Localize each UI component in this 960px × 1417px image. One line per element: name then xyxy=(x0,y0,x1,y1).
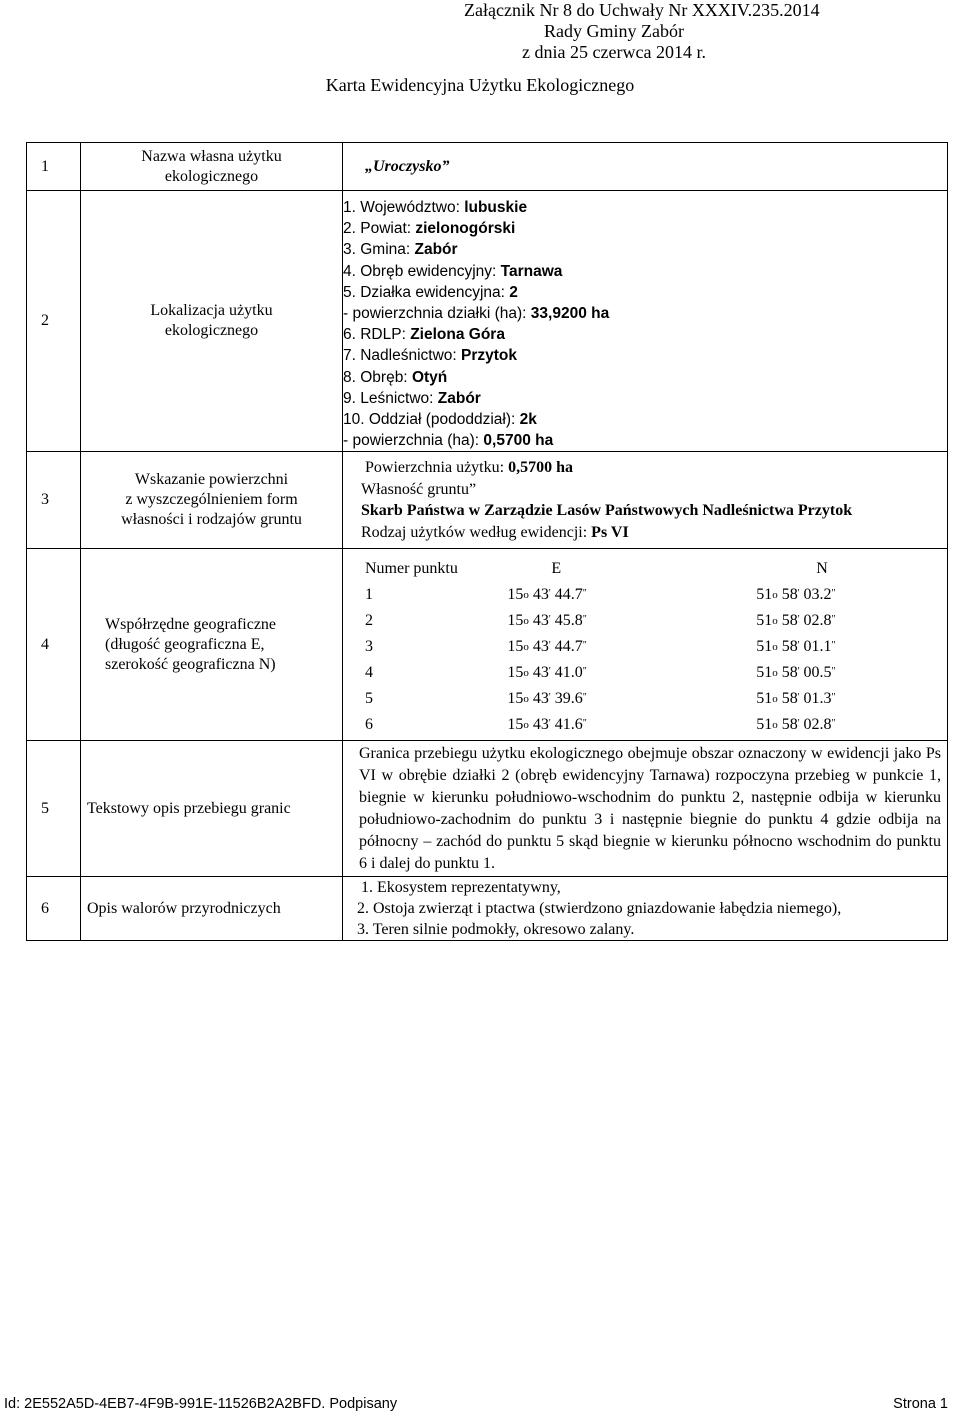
location-item: 2. Powiat: zielonogórski xyxy=(343,220,516,238)
location-item: 7. Nadleśnictwo: Przytok xyxy=(343,347,518,365)
row-label: własności i rodzajów gruntu xyxy=(121,511,302,529)
row-label: Opis walorów przyrodniczych xyxy=(87,899,281,917)
location-item: 3. Gmina: Zabór xyxy=(343,241,458,259)
coordinates-header xyxy=(365,556,947,582)
location-item: 10. Oddział (pododdział): 2k xyxy=(343,411,537,429)
location-item: 6. RDLP: Zielona Góra xyxy=(343,326,505,344)
row-number: 5 xyxy=(41,799,49,817)
location-item: 4. Obręb ewidencyjny: Tarnawa xyxy=(343,262,563,280)
table-row xyxy=(27,191,948,452)
value-item: 1. Ekosystem reprezentatywny, xyxy=(361,879,561,897)
natural-values xyxy=(343,877,948,941)
row-number: 4 xyxy=(41,635,49,653)
location-item: - powierzchnia działki (ha): 33,9200 ha xyxy=(343,305,610,323)
location-item: 9. Leśnictwo: Zabór xyxy=(343,389,481,407)
header-line-1: Załącznik Nr 8 do Uchwały Nr XXXIV.235.2014 xyxy=(464,0,820,20)
page-number: Strona 1 xyxy=(893,1396,948,1412)
value-item: 3. Teren silnie podmokły, okresowo zalany. xyxy=(357,921,635,939)
boundary-description: Granica przebiegu użytku ekologicznego obejmuje obszar oznaczony w ewidencji jako Ps VI w obrębie działki 2 (obręb ewidencyjny Tarnawa) rozpoczyna przebieg w punkcie 1, biegnie w kierunku południowo-wschodnim do punktu 2, następnie odbija w kierunku południowo-zachodnim do punktu 3 i następnie biegnie do punktu 4 gdzie odbija na północny – zachód do punktu 5 skąd biegnie w kierunku północno wschodnim do punktu 6 i dalej do punktu 1. xyxy=(343,741,948,877)
location-item: 1. Województwo: lubuskie xyxy=(343,199,528,216)
row-label: (długość geograficzna E, xyxy=(105,635,265,653)
document-id: Id: 2E552A5D-4EB7-4F9B-991E-11526B2A2BFD. Podpisany xyxy=(4,1396,398,1412)
row-label: Lokalizacja użytku xyxy=(150,302,273,320)
ownership-line: Własność gruntu” xyxy=(361,480,477,498)
coordinate-row: 6 $15_o$ 43' 41.6" $51_o$ 58' 02.8" xyxy=(365,715,836,733)
document-title: Karta Ewidencyjna Użytku Ekologicznego xyxy=(325,75,635,95)
column-header: Numer punktu xyxy=(365,559,458,577)
header-line-2: Rady Gminy Zabór xyxy=(544,21,684,41)
location-item: 5. Działka ewidencyjna: 2 xyxy=(343,283,518,301)
land-type-line: Rodzaj użytków według ewidencji: Ps VI xyxy=(361,523,629,541)
location-list xyxy=(343,191,948,452)
coordinate-row: 5 $15_o$ 43' 39.6" $51_o$ 58' 01.3" xyxy=(365,689,836,707)
table-row xyxy=(27,452,948,549)
ownership-value: Skarb Państwa w Zarządzie Lasów Państwowych Nadleśnictwa Przytok xyxy=(361,502,853,520)
row-label: szerokość geograficzna N) xyxy=(105,655,276,673)
value-item: 2. Ostoja zwierząt i ptactwa (stwierdzono gniazdowanie łabędzia niemego), xyxy=(357,900,842,918)
table-row xyxy=(27,741,948,877)
row-number: 1 xyxy=(41,157,49,175)
table-row xyxy=(27,143,948,191)
row-number: 3 xyxy=(41,491,49,509)
area-line: Powierzchnia użytku: 0,5700 ha xyxy=(365,459,573,477)
row-label: ekologicznego xyxy=(164,322,259,340)
coordinate-row: 2 $15_o$ 43' 45.8" $51_o$ 58' 02.8" xyxy=(365,611,836,629)
row-label: Tekstowy opis przebiegu granic xyxy=(87,799,291,817)
table-row xyxy=(27,549,948,741)
row-label: z wyszczególnieniem form xyxy=(125,491,298,509)
document-header xyxy=(464,0,820,63)
row-label: Współrzędne geograficzne xyxy=(105,615,277,633)
row-number: 2 xyxy=(41,312,49,330)
row-label: Nazwa własna użytku xyxy=(141,147,282,165)
row-number: 6 xyxy=(41,899,49,917)
coordinate-row: 4 $15_o$ 43' 41.0" $51_o$ 58' 00.5" xyxy=(365,663,836,681)
coordinate-row: 1 $15_o$ 43' 44.7" $51_o$ 58' 03.2" xyxy=(365,585,836,603)
column-header: E xyxy=(551,559,562,577)
location-item: 8. Obręb: Otyń xyxy=(343,368,448,386)
coordinates-table xyxy=(365,556,947,738)
row-label: ekologicznego xyxy=(164,167,259,185)
ownership-block xyxy=(343,452,948,549)
table-row xyxy=(27,877,948,941)
coordinate-row: 3 $15_o$ 43' 44.7" $51_o$ 58' 01.1" xyxy=(365,637,836,655)
record-table xyxy=(26,142,948,941)
site-name: „Uroczysko” xyxy=(365,157,450,175)
row-label: Wskazanie powierzchni xyxy=(134,471,289,489)
location-item: - powierzchnia (ha): 0,5700 ha xyxy=(343,432,554,450)
column-header: N xyxy=(816,559,828,577)
header-line-3: z dnia 25 czerwca 2014 r. xyxy=(522,42,706,62)
